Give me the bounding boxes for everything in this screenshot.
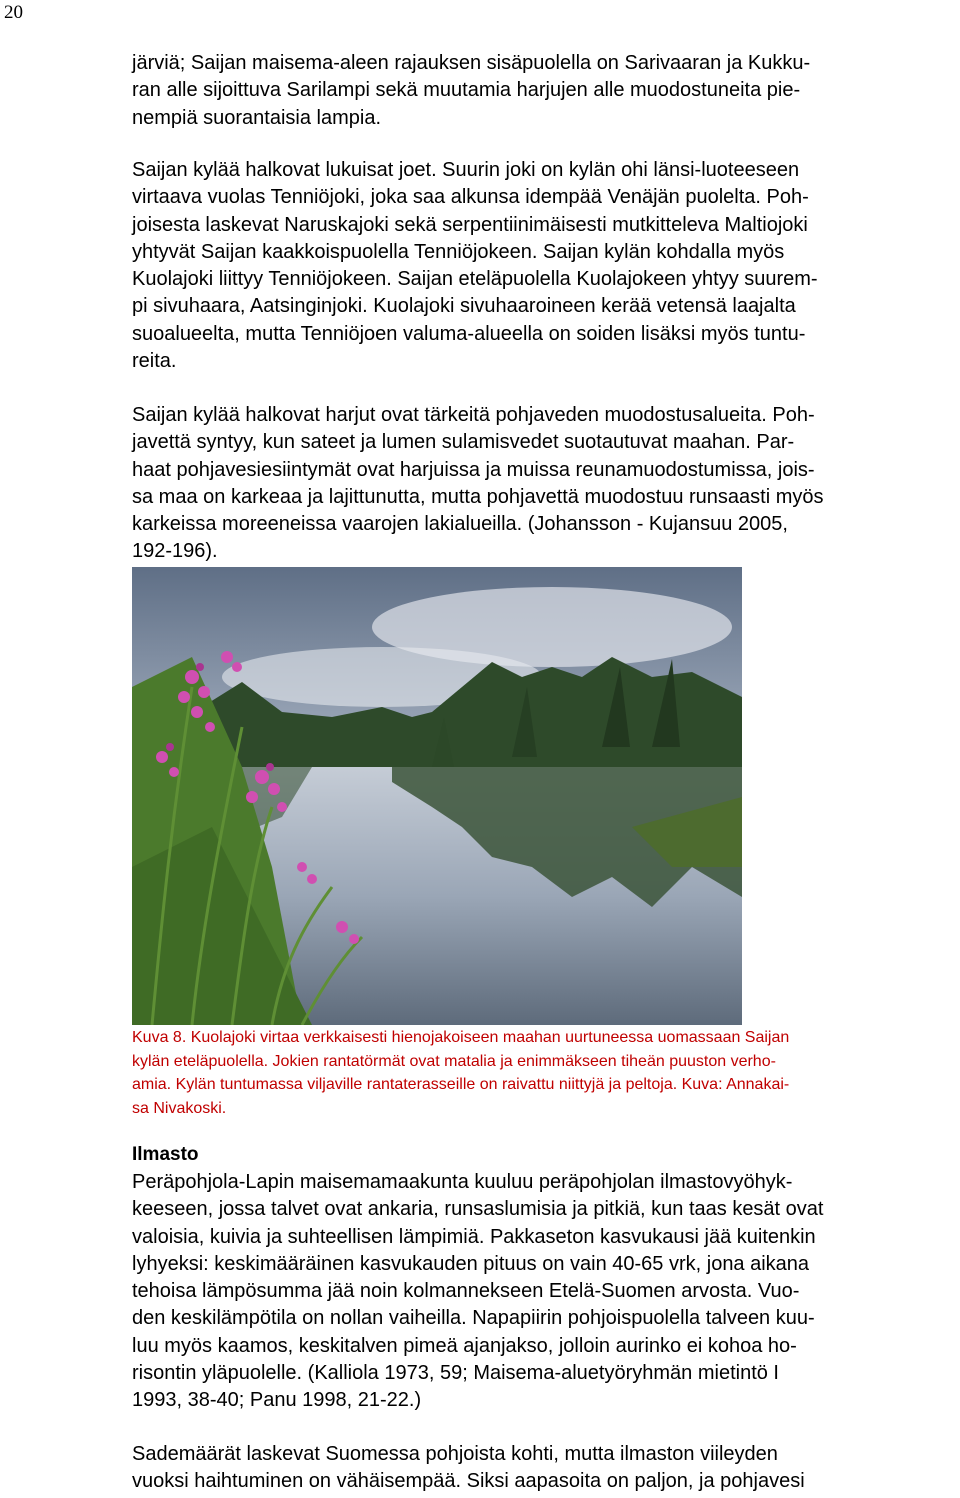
paragraph-lakes: järviä; Saijan maisema-aleen rajauksen sisäpuolella on Sarivaaran ja Kukku- ran alle sijoittuva Sarilampi sekä muutamia harjujen alle muodostuneita pie- nempiä suorantaisia lampia. xyxy=(132,52,811,129)
paragraph-climate: Peräpohjola-Lapin maisemamaakunta kuuluu peräpohjolan ilmastovyöhyk- keeseen, jossa talvet ovat ankaria, runsaslumisia ja pitkiä, kun taas kesät ovat valoisia, kuivia ja suhteellisen lämpimiä. Pakkaseton kasvukausi jää kuitenkin lyhyeksi: keskimääräinen kasvukauden pituus on vain 40-65 vrk, jona aikana tehoisa lämpösumma jää noin kolmannekseen Etelä-Suomen arvosta. Vuo- den keskilämpötila on nollan vaiheilla. Napapiirin pohjoispuolella talveen kuu- luu myös kaamos, keskitalven pimeä ajanjakso, jolloin aurinko ei kohoa ho- risontin yläpuolelle. (Kalliola 1973, 59; Maisema-aluetyöryhmän mietintö I 1993, 38-40; Panu 1998, 21-22.) xyxy=(132,1171,824,1412)
paragraph-precipitation: Sademäärät laskevat Suomessa pohjoista kohti, mutta ilmaston viileyden vuoksi haihtuminen on vähäisempää. Siksi aapasoita on paljon, ja pohjavesi xyxy=(132,1443,805,1493)
paragraph-eskers: Saijan kylää halkovat harjut ovat tärkeitä pohjaveden muodostusalueita. Poh- javettä syntyy, kun sateet ja lumen sulamisvedet suotautuvat maahan. Par- haat pohjavesiesiintymät ovat harjuissa ja muissa reunamuodostumissa, jois- sa maa on karkeaa ja lajittunutta, mutta pohjavettä muodostuu runsaasti myös karkeissa moreeneissa vaarojen lakialueilla. (Johansson - Kujansuu 2005, 192-196). xyxy=(132,404,824,563)
paragraph-rivers: Saijan kylää halkovat lukuisat joet. Suurin joki on kylän ohi länsi-luoteeseen virtaava vuolas Tenniöjoki, joka saa alkunsa idempää Venäjän puolelta. Poh- joisesta laskevat Naruskajoki sekä serpentiinimäisesti mutkitteleva Maltiojoki yhtyvät Saijan kaakkoispuolella Tenniöjokeen. Saijan kylän kohdalla myös Kuolajoki liittyy Tenniöjokeen. Saijan eteläpuolella Kuolajokeen yhtyy suurem- pi sivuhaara, Aatsinginjoki. Kuolajoki sivuhaaroineen kerää vetensä laajalta suoalueelta, mutta Tenniöjoen valuma-alueella on soiden lisäksi myös tuntu- reita. xyxy=(132,159,818,373)
river-landscape-photo xyxy=(132,567,742,1025)
page-number: 20 xyxy=(4,2,23,23)
figure-caption: Kuva 8. Kuolajoki virtaa verkkaisesti hienojakoiseen maahan uurtuneessa uomassaan Saijan kylän eteläpuolella. Jokien rantatörmät ovat matalia ja enimmäkseen tiheän puuston verho- amia. Kylän tuntumassa viljaville rantaterasseille on raivattu niittyjä ja peltoja. Kuva: Annakai- sa Nivakoski. xyxy=(132,1029,790,1117)
section-heading-climate: Ilmasto xyxy=(132,1144,199,1165)
